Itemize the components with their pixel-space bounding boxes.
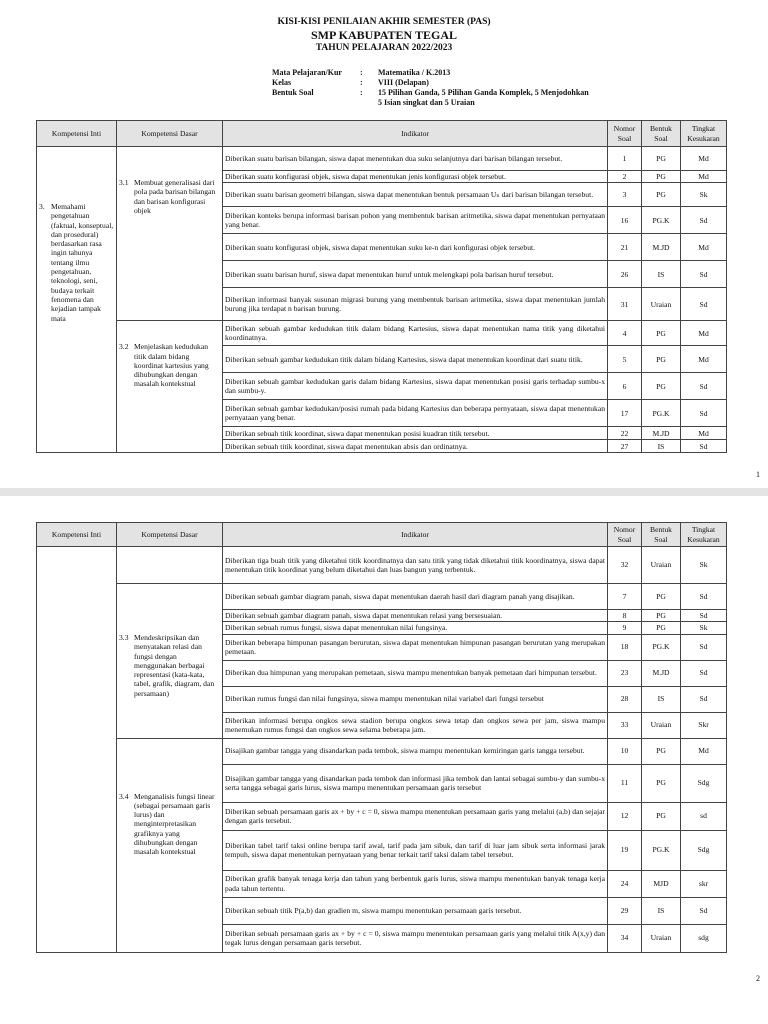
meta-row [272, 98, 638, 108]
tingkat-cell: sdg [681, 924, 727, 952]
table-row [37, 547, 727, 584]
meta-value: VIII (Delapan) [378, 78, 429, 87]
nomor-cell: 4 [608, 321, 642, 346]
bentuk-cell: PG [642, 584, 681, 610]
meta-row [272, 78, 638, 88]
col-header-tingkat: Tingkat Kesukaran [681, 121, 727, 147]
bentuk-cell: PG.K [642, 830, 681, 870]
indikator-cell: Diberikan grafik banyak tenaga kerja dan tahun yang berbentuk garis lurus, siswa mampu menentukan banyak tenaga kerja pada tahun tertentu. [223, 870, 608, 897]
bentuk-cell: IS [642, 686, 681, 712]
nomor-cell: 11 [608, 764, 642, 802]
bentuk-cell: IS [642, 440, 681, 453]
bentuk-cell: PG [642, 171, 681, 183]
bentuk-cell: PG [642, 610, 681, 622]
tingkat-cell: Md [681, 738, 727, 764]
tingkat-cell: Sk [681, 183, 727, 207]
tingkat-cell: Sk [681, 622, 727, 634]
bentuk-cell: PG [642, 183, 681, 207]
col-header-ki: Kompetensi Inti [37, 523, 117, 547]
kd-cell-3-3 [117, 584, 223, 739]
nomor-cell: 31 [608, 288, 642, 321]
bentuk-cell: M.JD [642, 660, 681, 686]
kisi-table-page-2 [36, 522, 727, 953]
document-page-2 [0, 496, 768, 1024]
nomor-cell: 7 [608, 584, 642, 610]
header-school: SMP KABUPATEN TEGAL [310, 28, 458, 42]
tingkat-cell: Sd [681, 400, 727, 427]
nomor-cell: 22 [608, 427, 642, 440]
tingkat-cell: Sd [681, 440, 727, 453]
table-row [37, 584, 727, 610]
col-header-tingkat: Tingkat Kesukaran [681, 523, 727, 547]
nomor-cell: 2 [608, 171, 642, 183]
indikator-cell: Diberikan sebuah titik koordinat, siswa dapat menentukan absis dan ordinatnya. [223, 440, 608, 453]
tingkat-cell: Md [681, 171, 727, 183]
table-header-row [37, 121, 727, 147]
tingkat-cell: Md [681, 321, 727, 346]
indikator-cell: Diberikan beberapa himpunan pasangan berurutan, siswa dapat menentukan himpunan pasangan berurutan yang merupakan pemetaan. [223, 634, 608, 660]
nomor-cell: 5 [608, 346, 642, 373]
tingkat-cell: Sd [681, 584, 727, 610]
kd-text: Mendeskripsikan dan menyatakan relasi dan fungsi dengan menggunakan berbagai representasi (kata-kata, tabel, grafik, diagram, dan persamaan) [134, 633, 215, 698]
indikator-cell: Diberikan sebuah titik P(a,b) dan gradien m, siswa mampu menentukan persamaan garis tersebut. [223, 897, 608, 924]
ki-cell [37, 147, 117, 453]
tingkat-cell: Md [681, 234, 727, 261]
nomor-cell: 24 [608, 870, 642, 897]
table-row [37, 147, 727, 171]
nomor-cell: 17 [608, 400, 642, 427]
kisi-table-page-1 [36, 120, 727, 453]
header-title: KISI-KISI PENILAIAN AKHIR SEMESTER (PAS) [277, 17, 491, 27]
page-separator [0, 488, 768, 496]
meta-value: Matematika / K.2013 [378, 68, 451, 77]
col-header-bentuk: Bentuk Soal [642, 121, 681, 147]
nomor-cell: 10 [608, 738, 642, 764]
meta-value: 5 Isian singkat dan 5 Uraian [378, 98, 475, 107]
meta-colon: : [360, 68, 363, 77]
indikator-cell: Diberikan suatu konfigurasi objek, siswa dapat menentukan suku ke-n dari konfigurasi objek tersebut. [223, 234, 608, 261]
bentuk-cell: PG.K [642, 207, 681, 234]
tingkat-cell: sd [681, 802, 727, 830]
meta-label: Bentuk Soal [272, 88, 314, 97]
kd-cell-3-4 [117, 738, 223, 952]
nomor-cell: 29 [608, 897, 642, 924]
page-number: 1 [756, 470, 760, 479]
meta-colon: : [360, 88, 363, 97]
indikator-cell: Diberikan informasi banyak susunan migrasi burung yang membentuk barisan aritmetika, siswa dapat menentukan jumlah burung jika terdapat n barisan burung. [223, 288, 608, 321]
bentuk-cell: PG.K [642, 634, 681, 660]
nomor-cell: 18 [608, 634, 642, 660]
tingkat-cell: Sd [681, 634, 727, 660]
nomor-cell: 3 [608, 183, 642, 207]
nomor-cell: 12 [608, 802, 642, 830]
tingkat-cell: Sd [681, 610, 727, 622]
tingkat-cell: Sd [681, 207, 727, 234]
tingkat-cell: skr [681, 870, 727, 897]
meta-label [272, 98, 360, 108]
table-row [37, 321, 727, 346]
bentuk-cell: Uraian [642, 712, 681, 738]
indikator-cell: Diberikan suatu konfigurasi objek, siswa dapat menentukan jenis konfigurasi objek tersebut. [223, 171, 608, 183]
ki-cell [37, 547, 117, 953]
indikator-cell: Diberikan tiga buah titik yang diketahui titik koordinatnya dan satu titik yang tidak diketahui titik koordinatnya, siswa dapat menentukan titik koordinat yang belum diketahui dan luas bangun yang terbentuk. [223, 547, 608, 584]
indikator-cell: Diberikan sebuah persamaan garis ax + by + c = 0, siswa mampu menentukan persamaan garis yang melalui (a,b) dan sejajar dengan garis tersebut. [223, 802, 608, 830]
indikator-cell: Diberikan sebuah gambar kedudukan titik dalam bidang Kartesius, siswa dapat menentukan nama titik yang diketahui koordinatnya. [223, 321, 608, 346]
nomor-cell: 19 [608, 830, 642, 870]
nomor-cell: 26 [608, 261, 642, 288]
kd-cell-3-1 [117, 147, 223, 321]
indikator-cell: Diberikan dua himpunan yang merupakan pemetaan, siswa mampu menentukan banyak pemetaan dari himpunan tersebut. [223, 660, 608, 686]
bentuk-cell: Uraian [642, 288, 681, 321]
tingkat-cell: Md [681, 427, 727, 440]
indikator-cell: Diberikan tabel tarif taksi online berupa tarif awal, tarif pada jam sibuk, dan tarif di luar jam sibuk serta informasi jarak tempuh, siswa dapat menentukan pernyataan yang benar terkait tarif taksi dalam tabel tersebut. [223, 830, 608, 870]
tingkat-cell: Sd [681, 373, 727, 400]
indikator-cell: Disajikan gambar tangga yang disandarkan pada tembok, siswa mampu menentukan kemiringan garis tangga tersebut. [223, 738, 608, 764]
nomor-cell: 27 [608, 440, 642, 453]
indikator-cell: Diberikan suatu barisan geometri bilangan, siswa dapat menentukan bentuk persamaan Uₙ dari barisan bilangan tersebut. [223, 183, 608, 207]
ki-number: 3. [39, 202, 45, 211]
col-header-kd: Kompetensi Dasar [117, 121, 223, 147]
bentuk-cell: PG [642, 373, 681, 400]
tingkat-cell: Skr [681, 712, 727, 738]
col-header-nomor: Nomor Soal [608, 523, 642, 547]
indikator-cell: Diberikan sebuah titik koordinat, siswa dapat menentukan posisi kuadran titik tersebut. [223, 427, 608, 440]
indikator-cell: Diberikan suatu barisan huruf, siswa dapat menentukan huruf untuk melengkapi pola barisan huruf tersebut. [223, 261, 608, 288]
bentuk-cell: IS [642, 261, 681, 288]
meta-label: Kelas [272, 78, 292, 87]
kd-number: 3.2 [119, 342, 129, 352]
indikator-cell: Diberikan informasi berupa ongkos sewa stadion berupa ongkos sewa tetap dan ongkos sewa per jam, siswa mampu menemukan rumus fungsi dan ongkos sewa selama beberapa jam. [223, 712, 608, 738]
document-header [0, 16, 768, 54]
nomor-cell: 21 [608, 234, 642, 261]
nomor-cell: 9 [608, 622, 642, 634]
bentuk-cell: PG [642, 802, 681, 830]
tingkat-cell: Sd [681, 660, 727, 686]
bentuk-cell: MJD [642, 870, 681, 897]
bentuk-cell: PG [642, 738, 681, 764]
nomor-cell: 23 [608, 660, 642, 686]
tingkat-cell: Sdg [681, 830, 727, 870]
nomor-cell: 6 [608, 373, 642, 400]
indikator-cell: Diberikan sebuah gambar diagram panah, siswa dapat menentukan daerah hasil dari diagram panah yang disajikan. [223, 584, 608, 610]
bentuk-cell: M.JD [642, 427, 681, 440]
bentuk-cell: PG.K [642, 400, 681, 427]
ki-text: Memahami pengetahuan (faktual, konseptual, dan prosedural) berdasarkan rasa ingin tahunya tentang ilmu pengetahuan, teknologi, seni, budaya terkait fenomena dan kejadian tampak mata [51, 202, 114, 323]
kd-text: Menjelaskan kedudukan titik dalam bidang koordinat kartesius yang dihubungkan dengan masalah kontekstual [134, 342, 209, 389]
tingkat-cell: Sdg [681, 764, 727, 802]
meta-label: Mata Pelajaran/Kur [272, 68, 342, 77]
col-header-bentuk: Bentuk Soal [642, 523, 681, 547]
kd-text: Menganalisis fungsi linear (sebagai persamaan garis lurus) dan menginterpretasikan grafiknya yang dihubungkan dengan masalah kontekstual [134, 791, 215, 857]
tingkat-cell: Md [681, 147, 727, 171]
indikator-cell: Diberikan suatu barisan bilangan, siswa dapat menentukan dua suku selanjutnya dari barisan bilangan tersebut. [223, 147, 608, 171]
indikator-cell: Diberikan sebuah gambar diagram panah, siswa dapat menentukan relasi yang bersesuaian. [223, 610, 608, 622]
nomor-cell: 33 [608, 712, 642, 738]
bentuk-cell: Uraian [642, 547, 681, 584]
bentuk-cell: PG [642, 321, 681, 346]
kd-number: 3.4 [119, 791, 129, 801]
bentuk-cell: IS [642, 897, 681, 924]
meta-row [272, 68, 638, 78]
header-year: TAHUN PELAJARAN 2022/2023 [315, 43, 453, 53]
bentuk-cell: M.JD [642, 234, 681, 261]
kd-number: 3.1 [119, 178, 129, 187]
indikator-cell: Diberikan sebuah gambar kedudukan garis dalam bidang Kartesius, siswa dapat menentukan posisi garis terhadap sumbu-x dan sumbu-y. [223, 373, 608, 400]
kd-cell-3-2 [117, 321, 223, 453]
col-header-indikator: Indikator [223, 121, 608, 147]
bentuk-cell: PG [642, 147, 681, 171]
indikator-cell: Diberikan sebuah gambar kedudukan/posisi rumah pada bidang Kartesius dan beberapa pernyataan, siswa dapat menentukan pernyataan yang benar. [223, 400, 608, 427]
meta-value: 15 Pilihan Ganda, 5 Pilihan Ganda Komplek, 5 Menjodohkan [378, 88, 589, 97]
indikator-cell: Diberikan rumus fungsi dan nilai fungsinya, siswa mampu menentukan nilai variabel dari fungsi tersebut [223, 686, 608, 712]
tingkat-cell: Md [681, 346, 727, 373]
tingkat-cell: Sd [681, 897, 727, 924]
nomor-cell: 34 [608, 924, 642, 952]
col-header-nomor: Nomor Soal [608, 121, 642, 147]
meta-row [272, 88, 638, 98]
col-header-indikator: Indikator [223, 523, 608, 547]
nomor-cell: 8 [608, 610, 642, 622]
meta-colon [360, 98, 378, 108]
table-row [37, 738, 727, 764]
col-header-kd: Kompetensi Dasar [117, 523, 223, 547]
document-page-1 [0, 0, 768, 488]
exam-meta [272, 68, 638, 108]
kd-number: 3.3 [119, 633, 129, 642]
nomor-cell: 28 [608, 686, 642, 712]
bentuk-cell: Uraian [642, 924, 681, 952]
nomor-cell: 16 [608, 207, 642, 234]
col-header-ki: Kompetensi Inti [37, 121, 117, 147]
meta-colon: : [360, 78, 363, 87]
kd-text: Membuat generalisasi dari pola pada barisan bilangan dan barisan konfigurasi objek [134, 178, 216, 215]
indikator-cell: Diberikan konteks berupa informasi barisan pohon yang membentuk barisan aritmetika, siswa dapat menentukan pernyataan yang benar. [223, 207, 608, 234]
bentuk-cell: PG [642, 622, 681, 634]
nomor-cell: 1 [608, 147, 642, 171]
tingkat-cell: Sd [681, 288, 727, 321]
bentuk-cell: PG [642, 346, 681, 373]
indikator-cell: Disajikan gambar tangga yang disandarkan pada tembok dan informasi jika tembok dan lantai sebagai sumbu-y dan sumbu-x serta tangga sebagai garis lurus, siswa mampu menentukan persamaan garis tersebut [223, 764, 608, 802]
bentuk-cell: PG [642, 764, 681, 802]
tingkat-cell: Sk [681, 547, 727, 584]
indikator-cell: Diberikan sebuah gambar kedudukan titik dalam bidang Kartesius, siswa dapat menentukan koordinat dari suatu titik. [223, 346, 608, 373]
table-header-row [37, 523, 727, 547]
tingkat-cell: Sd [681, 261, 727, 288]
indikator-cell: Diberikan sebuah rumus fungsi, siswa dapat menentukan nilai fungsinya. [223, 622, 608, 634]
kd-cell-continued [117, 547, 223, 584]
tingkat-cell: Sd [681, 686, 727, 712]
nomor-cell: 32 [608, 547, 642, 584]
indikator-cell: Diberikan sebuah persamaan garis ax + by + c = 0, siswa mampu menentukan persamaan garis yang melalui titik A(x,y) dan tegak lurus dengan persamaan garis tersebut. [223, 924, 608, 952]
page-number: 2 [756, 974, 760, 983]
